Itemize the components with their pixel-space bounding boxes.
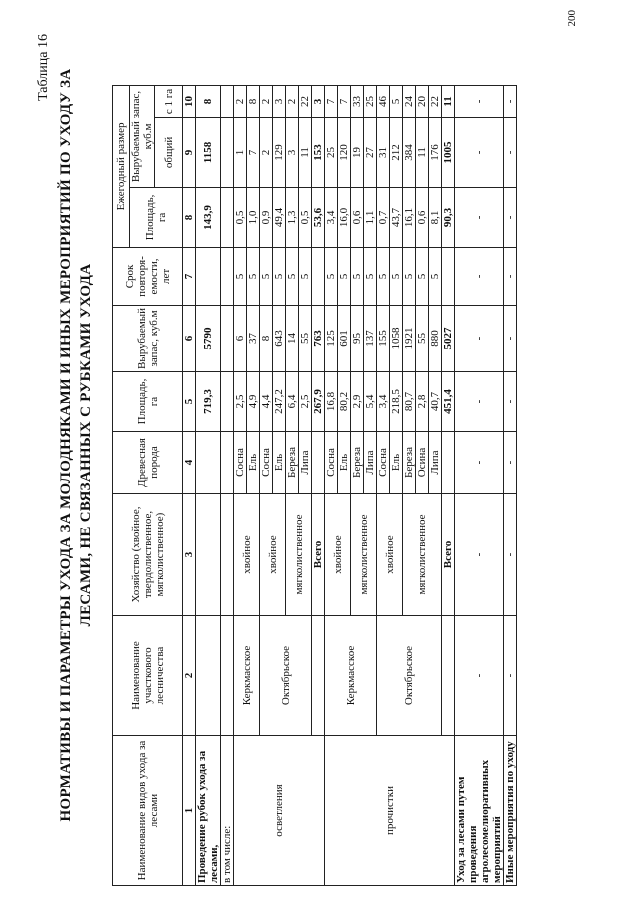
annual-area-cell: 1,3 bbox=[286, 187, 299, 247]
annual-total-cell: 176 bbox=[429, 117, 442, 187]
economy-cell: хвойное bbox=[377, 494, 403, 616]
volume-cell: 155 bbox=[377, 305, 390, 371]
dash-cell: - bbox=[504, 432, 517, 494]
subtotal-label: Всего bbox=[312, 494, 325, 616]
area-cell: 2,8 bbox=[416, 372, 429, 432]
annual-total-cell: 19 bbox=[351, 117, 364, 187]
per-ha-cell: 20 bbox=[416, 85, 429, 117]
area-cell: 267,9 bbox=[312, 372, 325, 432]
agro-row bbox=[455, 85, 504, 885]
total-annual-volume: 1158 bbox=[196, 117, 221, 187]
annual-total-cell: 25 bbox=[325, 117, 338, 187]
species-cell: Ель bbox=[273, 432, 286, 494]
num-cell: 10 bbox=[183, 85, 196, 117]
period-cell: 5 bbox=[351, 247, 364, 305]
period-cell: 5 bbox=[260, 247, 273, 305]
period-cell: 5 bbox=[338, 247, 351, 305]
header-per-ha: с 1 га bbox=[155, 85, 183, 117]
total-area: 719,3 bbox=[196, 372, 221, 432]
volume-cell: 5027 bbox=[442, 305, 455, 371]
annual-area-cell: 90,3 bbox=[442, 187, 455, 247]
num-cell: 5 bbox=[183, 372, 196, 432]
incl-row bbox=[221, 85, 234, 885]
per-ha-cell: 2 bbox=[260, 85, 273, 117]
species-cell: Сосна bbox=[234, 432, 247, 494]
species-cell: Сосна bbox=[325, 432, 338, 494]
per-ha-cell: 22 bbox=[299, 85, 312, 117]
species-cell: Сосна bbox=[260, 432, 273, 494]
dash-cell: - bbox=[455, 494, 504, 616]
species-cell: Береза bbox=[286, 432, 299, 494]
dash-cell: - bbox=[455, 372, 504, 432]
per-ha-cell: 3 bbox=[312, 85, 325, 117]
species-cell: Ель bbox=[338, 432, 351, 494]
species-cell: Осина bbox=[416, 432, 429, 494]
area-cell: 40,7 bbox=[429, 372, 442, 432]
economy-cell: мягколиственное bbox=[403, 494, 442, 616]
dash-cell: - bbox=[455, 247, 504, 305]
annual-total-cell: 7 bbox=[247, 117, 260, 187]
dash-cell: - bbox=[504, 494, 517, 616]
annual-area-cell: 0,7 bbox=[377, 187, 390, 247]
annual-total-cell: 1005 bbox=[442, 117, 455, 187]
annual-area-cell: 49,4 bbox=[273, 187, 286, 247]
total-volume: 5790 bbox=[196, 305, 221, 371]
header-period: Срок повторя-емости, лет bbox=[113, 247, 183, 305]
species-cell: Береза bbox=[403, 432, 416, 494]
group-proch: прочистки bbox=[325, 736, 455, 886]
annual-total-cell: 27 bbox=[364, 117, 377, 187]
economy-cell: хвойное bbox=[260, 494, 286, 616]
area-cell: 247,2 bbox=[273, 372, 286, 432]
per-ha-cell: 24 bbox=[403, 85, 416, 117]
per-ha-cell: 5 bbox=[390, 85, 403, 117]
total-row bbox=[196, 85, 221, 885]
dash-cell: - bbox=[504, 616, 517, 736]
annual-area-cell: 1,1 bbox=[364, 187, 377, 247]
num-cell: 2 bbox=[183, 616, 196, 736]
annual-area-cell: 0,6 bbox=[351, 187, 364, 247]
annual-total-cell: 120 bbox=[338, 117, 351, 187]
table-row bbox=[234, 85, 247, 885]
header-forestry: Наименование участкового лесничества bbox=[113, 616, 183, 736]
volume-cell: 880 bbox=[429, 305, 442, 371]
num-cell: 7 bbox=[183, 247, 196, 305]
num-cell: 8 bbox=[183, 187, 196, 247]
volume-cell: 125 bbox=[325, 305, 338, 371]
volume-cell: 6 bbox=[234, 305, 247, 371]
header-annual: Ежегодный размер bbox=[113, 85, 130, 247]
period-cell: 5 bbox=[234, 247, 247, 305]
period-cell: 5 bbox=[403, 247, 416, 305]
per-ha-cell: 2 bbox=[286, 85, 299, 117]
volume-cell: 137 bbox=[364, 305, 377, 371]
area-cell: 5,4 bbox=[364, 372, 377, 432]
annual-area-cell: 0,9 bbox=[260, 187, 273, 247]
num-cell: 1 bbox=[183, 736, 196, 886]
dash-cell: - bbox=[504, 85, 517, 117]
page-number: 200 bbox=[566, 10, 578, 27]
total-annual-area: 143,9 bbox=[196, 187, 221, 247]
total-per-ha: 8 bbox=[196, 85, 221, 117]
other-row bbox=[504, 85, 517, 885]
species-cell: Береза bbox=[351, 432, 364, 494]
species-cell: Ель bbox=[247, 432, 260, 494]
annual-area-cell: 0,6 bbox=[416, 187, 429, 247]
title-line-1: НОРМАТИВЫ И ПАРАМЕТРЫ УХОДА ЗА МОЛОДНЯКАМИ И ИНЫХ МЕРОПРИЯТИЙ ПО УХОДУ ЗА bbox=[58, 68, 74, 822]
species-cell: Сосна bbox=[377, 432, 390, 494]
annual-area-cell: 8,1 bbox=[429, 187, 442, 247]
annual-area-cell: 0,5 bbox=[299, 187, 312, 247]
annual-total-cell: 384 bbox=[403, 117, 416, 187]
per-ha-cell: 46 bbox=[377, 85, 390, 117]
incl-label: в том числе: bbox=[221, 736, 234, 886]
num-cell: 4 bbox=[183, 432, 196, 494]
period-cell: 5 bbox=[390, 247, 403, 305]
species-cell: Липа bbox=[364, 432, 377, 494]
area-cell: 4,9 bbox=[247, 372, 260, 432]
forestry-kerk: Керкмасское bbox=[234, 616, 260, 736]
per-ha-cell: 25 bbox=[364, 85, 377, 117]
header-area: Площадь, га bbox=[113, 372, 183, 432]
table-label: Таблица 16 bbox=[36, 34, 51, 101]
annual-total-cell: 212 bbox=[390, 117, 403, 187]
per-ha-cell: 11 bbox=[442, 85, 455, 117]
annual-total-cell: 11 bbox=[416, 117, 429, 187]
species-cell: Липа bbox=[429, 432, 442, 494]
period-cell: 5 bbox=[364, 247, 377, 305]
annual-area-cell: 16,0 bbox=[338, 187, 351, 247]
volume-cell: 95 bbox=[351, 305, 364, 371]
per-ha-cell: 33 bbox=[351, 85, 364, 117]
header-economy: Хозяйство (хвойное, твердолиственное, мягколиственное) bbox=[113, 494, 183, 616]
volume-cell: 14 bbox=[286, 305, 299, 371]
dash-cell: - bbox=[504, 187, 517, 247]
species-cell: Липа bbox=[299, 432, 312, 494]
header-annual-area: Площадь, га bbox=[130, 187, 183, 247]
per-ha-cell: 7 bbox=[325, 85, 338, 117]
per-ha-cell: 7 bbox=[338, 85, 351, 117]
num-cell: 6 bbox=[183, 305, 196, 371]
forestry-okt: Октябрьское bbox=[260, 616, 312, 736]
volume-cell: 37 bbox=[247, 305, 260, 371]
per-ha-cell: 2 bbox=[234, 85, 247, 117]
table-row bbox=[325, 85, 338, 885]
per-ha-cell: 3 bbox=[273, 85, 286, 117]
dash-cell: - bbox=[504, 117, 517, 187]
volume-cell: 55 bbox=[416, 305, 429, 371]
dash-cell: - bbox=[455, 187, 504, 247]
volume-cell: 55 bbox=[299, 305, 312, 371]
header-type: Наименование видов ухода за лесами bbox=[113, 736, 183, 886]
volume-cell: 601 bbox=[338, 305, 351, 371]
annual-area-cell: 43,7 bbox=[390, 187, 403, 247]
norms-table bbox=[112, 85, 517, 886]
header-volume: Вырубаемый запас, куб.м bbox=[113, 305, 183, 371]
period-cell: 5 bbox=[273, 247, 286, 305]
area-cell: 2,5 bbox=[299, 372, 312, 432]
annual-total-cell: 31 bbox=[377, 117, 390, 187]
header-annual-total: общий bbox=[155, 117, 183, 187]
annual-total-cell: 11 bbox=[299, 117, 312, 187]
header-annual-volume: Вырубаемый запас, куб.м bbox=[130, 85, 155, 187]
area-cell: 6,4 bbox=[286, 372, 299, 432]
annual-area-cell: 0,5 bbox=[234, 187, 247, 247]
volume-cell: 8 bbox=[260, 305, 273, 371]
per-ha-cell: 22 bbox=[429, 85, 442, 117]
annual-total-cell: 153 bbox=[312, 117, 325, 187]
header-species: Древесная порода bbox=[113, 432, 183, 494]
period-cell: 5 bbox=[299, 247, 312, 305]
area-cell: 4,4 bbox=[260, 372, 273, 432]
agro-label: Уход за лесами путем проведения агролесомелиоративных мероприятий bbox=[455, 736, 504, 886]
period-cell: 5 bbox=[416, 247, 429, 305]
annual-area-cell: 3,4 bbox=[325, 187, 338, 247]
area-cell: 218,5 bbox=[390, 372, 403, 432]
annual-area-cell: 53,6 bbox=[312, 187, 325, 247]
species-cell: Ель bbox=[390, 432, 403, 494]
area-cell: 2,5 bbox=[234, 372, 247, 432]
volume-cell: 763 bbox=[312, 305, 325, 371]
annual-total-cell: 3 bbox=[286, 117, 299, 187]
period-cell: 5 bbox=[286, 247, 299, 305]
economy-cell: мягколиственное bbox=[286, 494, 312, 616]
other-label: Иные мероприятия по уходу bbox=[504, 736, 517, 886]
economy-cell: хвойное bbox=[234, 494, 260, 616]
title-line-2: ЛЕСАМИ, НЕ СВЯЗАННЫХ С РУБКАМИ УХОДА bbox=[78, 263, 94, 627]
volume-cell: 1058 bbox=[390, 305, 403, 371]
area-cell: 80,2 bbox=[338, 372, 351, 432]
area-cell: 451,4 bbox=[442, 372, 455, 432]
volume-cell: 643 bbox=[273, 305, 286, 371]
area-cell: 16,8 bbox=[325, 372, 338, 432]
economy-cell: мягколиственное bbox=[351, 494, 377, 616]
per-ha-cell: 8 bbox=[247, 85, 260, 117]
annual-area-cell: 16,1 bbox=[403, 187, 416, 247]
dash-cell: - bbox=[504, 372, 517, 432]
dash-cell: - bbox=[455, 117, 504, 187]
economy-cell: хвойное bbox=[325, 494, 351, 616]
annual-total-cell: 2 bbox=[260, 117, 273, 187]
area-cell: 3,4 bbox=[377, 372, 390, 432]
period-cell: 5 bbox=[377, 247, 390, 305]
area-cell: 2,9 bbox=[351, 372, 364, 432]
subtotal-label: Всего bbox=[442, 494, 455, 616]
dash-cell: - bbox=[504, 305, 517, 371]
dash-cell: - bbox=[455, 616, 504, 736]
dash-cell: - bbox=[455, 432, 504, 494]
total-row-name: Проведение рубок ухода за лесами, bbox=[196, 736, 221, 886]
annual-area-cell: 1,0 bbox=[247, 187, 260, 247]
dash-cell: - bbox=[455, 85, 504, 117]
num-cell: 3 bbox=[183, 494, 196, 616]
forestry-kerk: Керкмасское bbox=[325, 616, 377, 736]
num-cell: 9 bbox=[183, 117, 196, 187]
area-cell: 80,7 bbox=[403, 372, 416, 432]
dash-cell: - bbox=[504, 247, 517, 305]
annual-total-cell: 1 bbox=[234, 117, 247, 187]
annual-total-cell: 129 bbox=[273, 117, 286, 187]
forestry-okt: Октябрьское bbox=[377, 616, 442, 736]
period-cell: 5 bbox=[429, 247, 442, 305]
dash-cell: - bbox=[455, 305, 504, 371]
volume-cell: 1921 bbox=[403, 305, 416, 371]
period-cell: 5 bbox=[325, 247, 338, 305]
group-osv: осветления bbox=[234, 736, 325, 886]
number-row bbox=[183, 85, 196, 885]
period-cell: 5 bbox=[247, 247, 260, 305]
